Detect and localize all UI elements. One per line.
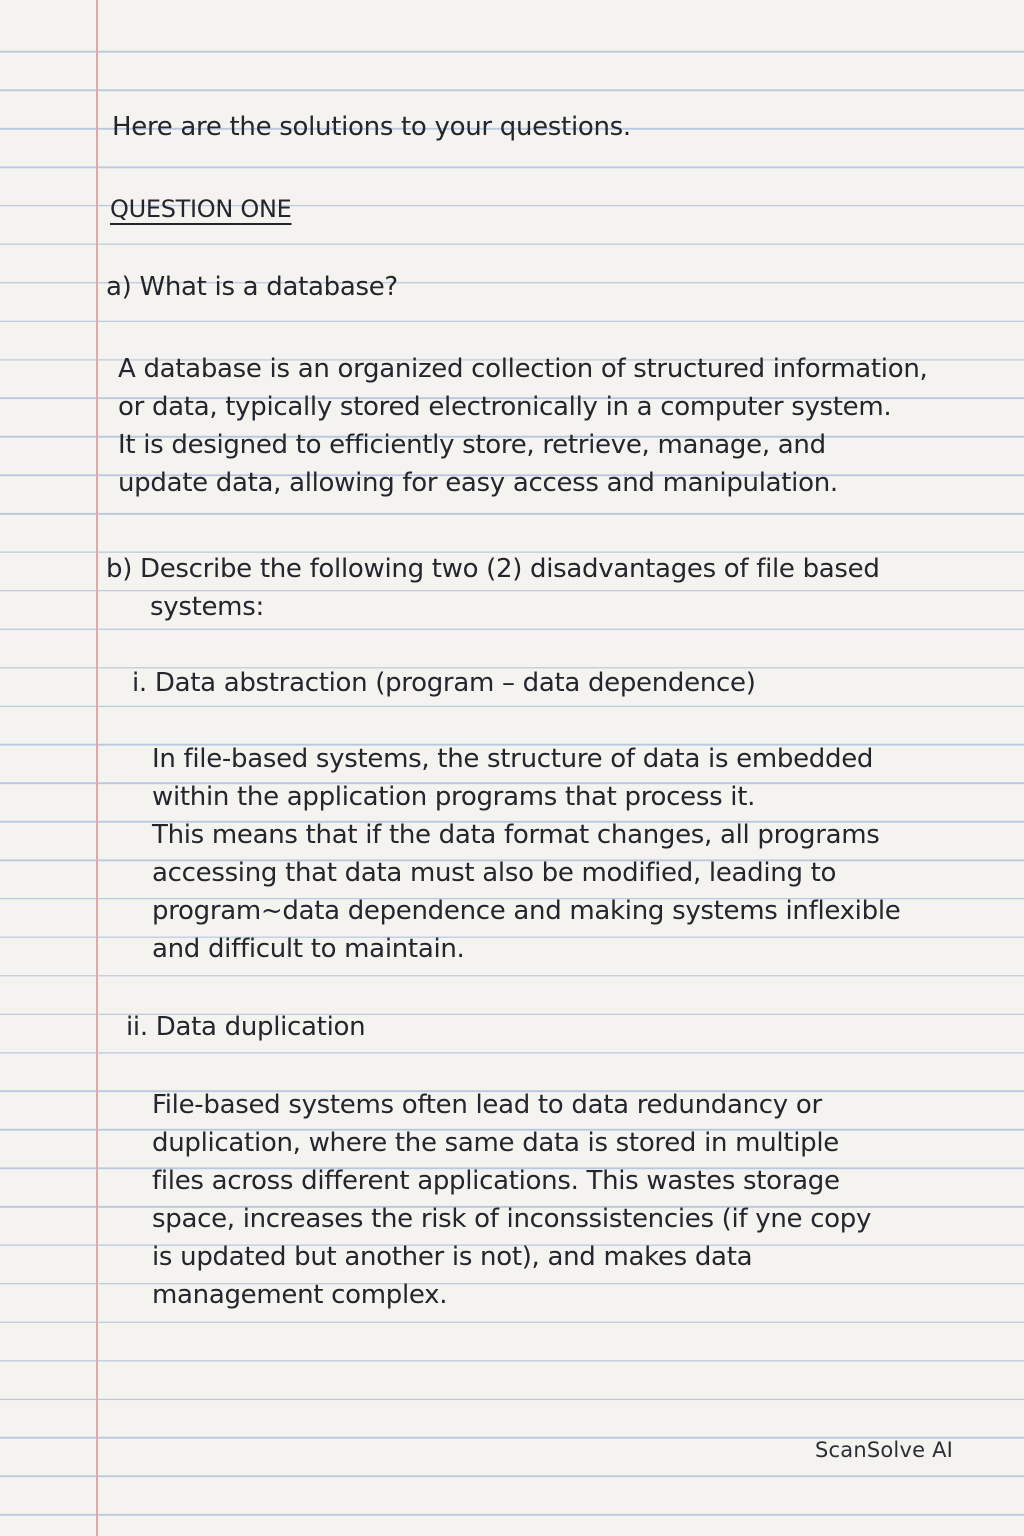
answer-i-line: accessing that data must also be modified, leading to <box>152 858 837 888</box>
item-i-heading: i. Data abstraction (program – data dependence) <box>132 668 756 698</box>
question-a: a) What is a database? <box>106 272 398 302</box>
answer-ii-line: management complex. <box>152 1280 448 1310</box>
question-one-heading: QUESTION ONE <box>110 195 292 223</box>
item-ii-heading: ii. Data duplication <box>126 1012 366 1042</box>
answer-ii-line: files across different applications. This wastes storage <box>152 1166 840 1196</box>
question-b: b) Describe the following two (2) disadvantages of file based <box>106 554 880 584</box>
answer-a-line: A database is an organized collection of structured information, <box>118 354 928 384</box>
answer-a-line: update data, allowing for easy access and manipulation. <box>118 468 838 498</box>
scansolve-watermark: ScanSolve AI <box>815 1438 954 1462</box>
margin-line <box>96 0 98 1536</box>
question-b-continued: systems: <box>150 592 264 622</box>
answer-a <box>118 350 927 502</box>
answer-i-line: program~data dependence and making systems inflexible <box>152 896 901 926</box>
answer-ii-line: duplication, where the same data is stored in multiple <box>152 1128 839 1158</box>
answer-a-line: It is designed to efficiently store, retrieve, manage, and <box>118 430 826 460</box>
answer-i-line: This means that if the data format changes, all programs <box>152 820 880 850</box>
answer-ii-line: is updated but another is not), and makes data <box>152 1242 753 1272</box>
answer-item-ii <box>152 1086 871 1314</box>
answer-i-line: within the application programs that process it. <box>152 782 756 812</box>
answer-a-line: or data, typically stored electronically in a computer system. <box>118 392 892 422</box>
answer-item-i <box>152 740 900 968</box>
answer-i-line: In file-based systems, the structure of data is embedded <box>152 744 874 774</box>
intro-text: Here are the solutions to your questions. <box>112 112 631 142</box>
answer-ii-line: space, increases the risk of inconssistencies (if yne copy <box>152 1204 872 1234</box>
answer-i-line: and difficult to maintain. <box>152 934 465 964</box>
answer-ii-line: File-based systems often lead to data redundancy or <box>152 1090 822 1120</box>
